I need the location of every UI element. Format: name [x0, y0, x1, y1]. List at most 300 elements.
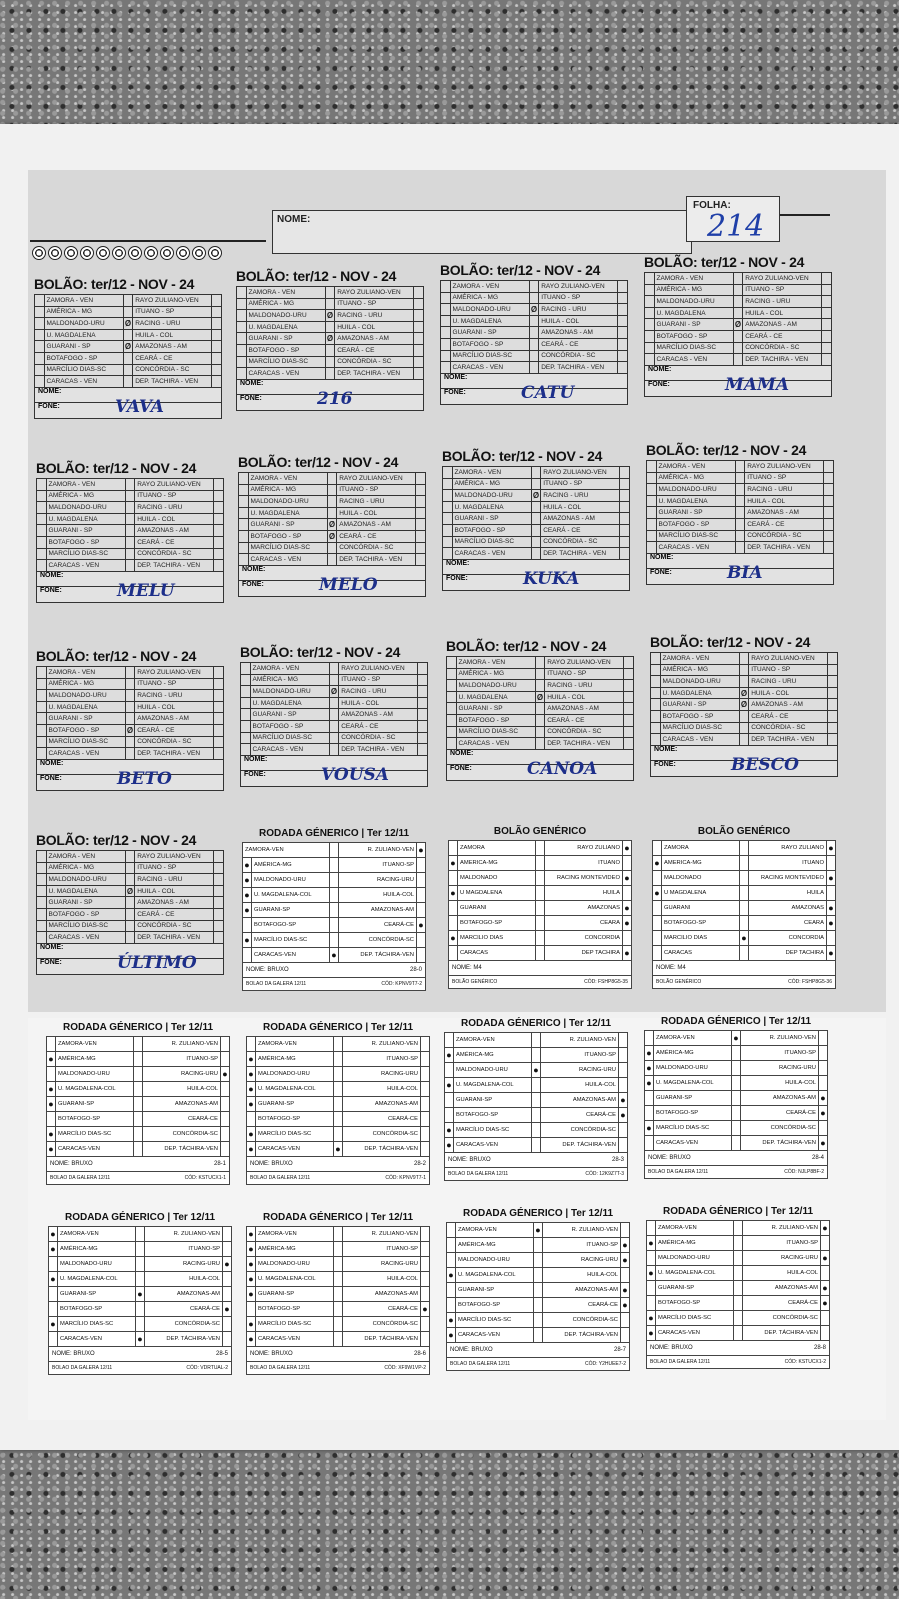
- away-team: CEARÁ - CE: [743, 330, 822, 342]
- away-team: R. ZULIANO-VEN: [339, 843, 417, 858]
- away-team: AMAZONAS: [545, 901, 623, 916]
- match-row: [645, 1046, 828, 1061]
- match-row: [653, 886, 836, 901]
- away-team: DEP. TÁCHIRA-VEN: [543, 1328, 621, 1343]
- draw-mark: Ø: [532, 490, 540, 500]
- home-team: ZAMORA - VEN: [456, 657, 535, 669]
- away-mark: ●: [623, 841, 632, 856]
- home-mark: [237, 310, 247, 322]
- away-mark: [421, 1037, 430, 1052]
- home-team: BOTAFOGO - SP: [250, 720, 329, 732]
- folha-value: 214: [707, 209, 765, 244]
- draw-mark: [327, 496, 337, 508]
- match-row: [647, 495, 834, 507]
- home-team: GUARANI-SP: [654, 1091, 732, 1106]
- home-mark: ●: [647, 1326, 656, 1341]
- ticket-number: 28-4: [811, 1155, 824, 1161]
- away-mark: [624, 703, 634, 715]
- away-team: RACING MONTEVIDEO: [545, 871, 623, 886]
- home-team: CARACAS-VEN: [256, 1142, 334, 1157]
- away-team: DEP. TACHIRA - VEN: [745, 542, 824, 554]
- home-mark: [241, 686, 251, 698]
- draw-mark: [536, 901, 545, 916]
- away-team: AMAZONAS - AM: [133, 341, 212, 353]
- generic-card-title: RODADA GÉNERICO | Ter 12/11: [62, 1022, 214, 1033]
- home-team: GUARANI - SP: [450, 327, 529, 339]
- draw-mark: [125, 908, 135, 920]
- match-row: [447, 1223, 630, 1238]
- away-mark: [828, 710, 838, 722]
- generic-card-table: [652, 840, 836, 961]
- generic-card-table: [246, 1036, 430, 1157]
- away-mark: [214, 667, 224, 679]
- match-row: [449, 841, 632, 856]
- generic-card-title: RODADA GÉNERICO | Ter 12/11: [462, 1208, 614, 1219]
- home-mark: [441, 292, 451, 304]
- home-team: CARACAS-VEN: [454, 1138, 532, 1153]
- match-row: [47, 1142, 230, 1157]
- away-mark: ●: [827, 901, 836, 916]
- bolao-card-footer: [650, 746, 838, 777]
- draw-mark: [534, 1238, 543, 1253]
- match-row: [651, 676, 838, 688]
- bettor-name: NOME: BRUXO: [50, 1161, 93, 1167]
- generic-card: [246, 1022, 430, 1185]
- home-mark: [47, 1112, 56, 1127]
- home-team: AMÉRICA - MG: [46, 490, 125, 502]
- home-team: CARACAS - VEN: [46, 748, 125, 760]
- home-mark: [241, 663, 251, 675]
- away-team: RAYO ZULIANO-VEN: [539, 281, 618, 293]
- draw-mark: [534, 1283, 543, 1298]
- home-team: MARCÍLIO DIAS-SC: [450, 350, 529, 362]
- away-mark: [214, 690, 224, 702]
- away-team: RAYO ZULIANO-VEN: [135, 667, 214, 679]
- home-mark: [651, 676, 661, 688]
- away-team: CONCÓRDIA - SC: [337, 542, 416, 554]
- home-mark: [447, 1298, 456, 1313]
- away-team: RAYO ZULIANO-VEN: [743, 273, 822, 285]
- away-mark: [821, 1266, 830, 1281]
- away-team: HUILA-COL: [343, 1082, 421, 1097]
- draw-mark: [330, 918, 339, 933]
- away-mark: [414, 356, 424, 368]
- nome-row: NOME:: [37, 944, 223, 959]
- match-row: [443, 513, 630, 525]
- home-mark: [447, 1223, 456, 1238]
- away-team: HUILA: [545, 886, 623, 901]
- away-team: ITUANO-SP: [339, 858, 417, 873]
- home-team: BOTAFOGO-SP: [662, 916, 740, 931]
- draw-mark: [125, 678, 135, 690]
- draw-mark: [123, 352, 133, 364]
- home-team: CARACAS: [458, 946, 536, 961]
- away-team: RACING - URU: [541, 490, 620, 502]
- home-mark: ●: [247, 1257, 256, 1272]
- away-mark: [214, 479, 224, 491]
- away-team: ITUANO - SP: [133, 306, 212, 318]
- home-team: CARACAS-VEN: [56, 1142, 134, 1157]
- handwritten-name: MAMA: [725, 374, 790, 395]
- match-row: [37, 479, 224, 491]
- away-mark: [618, 292, 628, 304]
- match-row: [445, 1138, 628, 1153]
- bolao-card-table: [440, 280, 628, 374]
- away-mark: [214, 701, 224, 713]
- draw-mark: [739, 734, 749, 746]
- draw-mark: [734, 1281, 743, 1296]
- home-mark: ●: [247, 1142, 256, 1157]
- home-mark: ●: [447, 1268, 456, 1283]
- away-mark: [416, 542, 426, 554]
- home-mark: [447, 1253, 456, 1268]
- organizer-name: BOLAO DA GALERA 12/11: [246, 981, 307, 987]
- draw-mark: [134, 1127, 143, 1142]
- home-mark: [241, 697, 251, 709]
- draw-mark: [125, 479, 135, 491]
- away-mark: [212, 352, 222, 364]
- home-mark: [653, 931, 662, 946]
- home-mark: [645, 1106, 654, 1121]
- draw-mark: [535, 714, 545, 726]
- home-team: MARCILIO DIAS: [458, 931, 536, 946]
- home-team: AMÉRICA - MG: [660, 664, 739, 676]
- draw-mark: [734, 1326, 743, 1341]
- home-team: GUARANI: [662, 901, 740, 916]
- match-row: [445, 1033, 628, 1048]
- home-team: U. MAGDALENA-COL: [256, 1272, 334, 1287]
- away-mark: ●: [223, 1257, 232, 1272]
- bolao-card-footer: [238, 566, 426, 597]
- away-mark: [418, 686, 428, 698]
- bolao-card: [644, 254, 832, 397]
- home-team: U. MAGDALENA-COL: [252, 888, 330, 903]
- match-row: [49, 1227, 232, 1242]
- match-row: [449, 856, 632, 871]
- draw-mark: [531, 536, 541, 548]
- home-team: AMÉRICA - MG: [456, 668, 535, 680]
- home-team: U. MAGDALENA-COL: [454, 1078, 532, 1093]
- draw-mark: [532, 1078, 541, 1093]
- away-mark: [223, 1317, 232, 1332]
- draw-mark: [734, 1296, 743, 1311]
- generic-card-code-row: [246, 1172, 430, 1185]
- home-mark: ●: [247, 1287, 256, 1302]
- home-mark: [445, 1108, 454, 1123]
- away-mark: [416, 507, 426, 519]
- bolao-card: [646, 442, 834, 585]
- generic-card: [446, 1208, 630, 1371]
- home-team: MALDONADO-URU: [654, 296, 733, 308]
- draw-mark: [136, 1302, 145, 1317]
- generic-card-nome-row: [448, 961, 632, 976]
- home-mark: [647, 542, 657, 554]
- home-team: ZAMORA - VEN: [44, 295, 123, 307]
- home-team: AMÉRICA - MG: [246, 298, 325, 310]
- soccer-ball-icon: [144, 246, 158, 260]
- home-mark: [651, 722, 661, 734]
- home-mark: ●: [49, 1272, 58, 1287]
- away-team: DEP. TACHIRA - VEN: [339, 744, 418, 756]
- home-team: ZAMORA - VEN: [452, 467, 531, 479]
- match-row: [243, 888, 426, 903]
- match-row: [247, 1097, 430, 1112]
- away-team: RACING-URU: [145, 1257, 223, 1272]
- generic-card-nome-row: [48, 1347, 232, 1362]
- generic-card-code-row: [644, 1166, 828, 1179]
- home-team: GUARANI - SP: [660, 699, 739, 711]
- home-team: GUARANI-SP: [454, 1093, 532, 1108]
- home-team: MARCÍLIO DIAS-SC: [654, 342, 733, 354]
- away-mark: [821, 1236, 830, 1251]
- home-team: MALDONADO: [662, 871, 740, 886]
- home-team: ZAMORA-VEN: [56, 1037, 134, 1052]
- match-row: [49, 1287, 232, 1302]
- home-team: U. MAGDALENA: [450, 315, 529, 327]
- away-team: DEP. TACHIRA - VEN: [539, 362, 618, 374]
- match-row: [647, 1266, 830, 1281]
- home-mark: ●: [645, 1061, 654, 1076]
- home-team: AMÉRICA - MG: [46, 862, 125, 874]
- home-team: MARCILIO DIAS: [662, 931, 740, 946]
- generic-card-table: [48, 1226, 232, 1347]
- nome-row: NOME:: [35, 388, 221, 403]
- match-row: [651, 664, 838, 676]
- bolao-card-title: BOLÃO: ter/12 - NOV - 24: [240, 644, 401, 660]
- match-row: [445, 1123, 628, 1138]
- fone-row: FONE: CATU: [444, 382, 575, 403]
- away-mark: [619, 1048, 628, 1063]
- home-team: MARCÍLIO DIAS-SC: [248, 542, 327, 554]
- match-row: [241, 674, 428, 686]
- away-mark: [421, 1287, 430, 1302]
- away-mark: [819, 1076, 828, 1091]
- match-row: [37, 736, 224, 748]
- match-row: [243, 843, 426, 858]
- home-team: MARCÍLIO DIAS-SC: [660, 722, 739, 734]
- match-row: [645, 1076, 828, 1091]
- home-team: MALDONADO-URU: [656, 1251, 734, 1266]
- match-row: [239, 519, 426, 531]
- away-mark: [418, 732, 428, 744]
- home-mark: ●: [447, 1313, 456, 1328]
- match-row: [449, 901, 632, 916]
- draw-mark: [334, 1082, 343, 1097]
- match-row: [247, 1037, 430, 1052]
- home-team: CARACAS: [662, 946, 740, 961]
- draw-mark: Ø: [734, 320, 742, 330]
- match-row: [37, 525, 224, 537]
- match-row: [449, 886, 632, 901]
- away-team: CEARÁ-CE: [543, 1298, 621, 1313]
- fone-row: FONE: BIA: [650, 562, 763, 583]
- away-team: CEARÁ - CE: [539, 338, 618, 350]
- home-mark: [443, 536, 453, 548]
- away-team: AMAZONAS-AM: [743, 1281, 821, 1296]
- away-mark: ●: [827, 916, 836, 931]
- match-row: [653, 841, 836, 856]
- home-team: AMÉRICA - MG: [450, 292, 529, 304]
- draw-mark: [125, 874, 135, 886]
- away-team: AMAZONAS: [749, 901, 827, 916]
- home-mark: [237, 344, 247, 356]
- away-mark: ●: [417, 843, 426, 858]
- match-row: [37, 874, 224, 886]
- home-team: CARACAS-VEN: [456, 1328, 534, 1343]
- home-mark: ●: [247, 1067, 256, 1082]
- match-row: [651, 653, 838, 665]
- bolao-card: [34, 276, 222, 419]
- draw-mark: [534, 1253, 543, 1268]
- draw-mark: [134, 1052, 143, 1067]
- away-mark: [221, 1112, 230, 1127]
- away-team: AMAZONAS - AM: [135, 897, 214, 909]
- match-row: [239, 530, 426, 542]
- draw-mark: [536, 856, 545, 871]
- home-team: ZAMORA-VEN: [58, 1227, 136, 1242]
- away-team: DEP. TÁCHIRA-VEN: [343, 1142, 421, 1157]
- home-mark: [35, 364, 45, 376]
- home-mark: [647, 484, 657, 496]
- home-mark: [37, 862, 47, 874]
- organizer-name: BOLAO DA GALERA 12/11: [448, 1171, 509, 1177]
- fone-row: FONE: 216: [240, 388, 353, 409]
- home-team: GUARANI-SP: [58, 1287, 136, 1302]
- home-mark: [441, 362, 451, 374]
- home-mark: [37, 490, 47, 502]
- bolao-card: [236, 268, 424, 411]
- draw-mark: [334, 1052, 343, 1067]
- home-mark: [645, 284, 655, 296]
- match-row: [445, 1063, 628, 1078]
- match-row: [35, 329, 222, 341]
- draw-mark: [734, 1236, 743, 1251]
- home-team: ZAMORA: [458, 841, 536, 856]
- home-mark: [647, 1221, 656, 1236]
- match-row: [651, 722, 838, 734]
- soccer-ball-icon: [192, 246, 206, 260]
- away-team: RAYO ZULIANO-VEN: [541, 467, 620, 479]
- away-mark: [214, 525, 224, 537]
- away-mark: [212, 329, 222, 341]
- home-team: AMÉRICA - MG: [250, 674, 329, 686]
- away-team: AMAZONAS-AM: [741, 1091, 819, 1106]
- home-mark: [443, 501, 453, 513]
- home-mark: [645, 342, 655, 354]
- draw-mark: Ø: [326, 310, 334, 320]
- away-mark: [824, 484, 834, 496]
- match-row: [47, 1112, 230, 1127]
- match-row: [239, 542, 426, 554]
- home-team: MARCÍLIO DIAS-SC: [256, 1127, 334, 1142]
- away-team: HUILA - COL: [339, 697, 418, 709]
- home-mark: [37, 908, 47, 920]
- away-mark: [417, 948, 426, 963]
- home-mark: [37, 932, 47, 944]
- away-team: RACING-URU: [343, 1067, 421, 1082]
- bolao-card-footer: [36, 944, 224, 975]
- home-mark: [651, 734, 661, 746]
- generic-card-code-row: [646, 1356, 830, 1369]
- home-team: AMÉRICA-MG: [252, 858, 330, 873]
- draw-mark: [529, 350, 539, 362]
- generic-card-code-row: [448, 976, 632, 989]
- handwritten-name: VOUSA: [321, 764, 389, 785]
- match-row: [243, 948, 426, 963]
- bolao-card: [36, 648, 224, 791]
- away-team: ITUANO - SP: [337, 484, 416, 496]
- draw-mark: [732, 1061, 741, 1076]
- home-team: BOTAFOGO-SP: [456, 1298, 534, 1313]
- home-team: ZAMORA - VEN: [246, 287, 325, 299]
- nome-row: NOME:: [239, 566, 425, 581]
- draw-mark: [732, 1046, 741, 1061]
- draw-mark: [330, 888, 339, 903]
- home-team: MALDONADO-URU: [256, 1067, 334, 1082]
- draw-mark: [329, 744, 339, 756]
- home-mark: [441, 338, 451, 350]
- match-row: [445, 1078, 628, 1093]
- match-row: [237, 321, 424, 333]
- home-team: MARCÍLIO DIAS-SC: [656, 1311, 734, 1326]
- away-mark: [621, 1313, 630, 1328]
- draw-mark: [531, 513, 541, 525]
- away-team: CONCÓRDIA - SC: [745, 530, 824, 542]
- nome-row: NOME:: [241, 756, 427, 771]
- match-row: [645, 296, 832, 308]
- home-team: U. MAGDALENA-COL: [456, 1268, 534, 1283]
- home-mark: [651, 653, 661, 665]
- draw-mark: [733, 330, 743, 342]
- match-row: [447, 726, 634, 738]
- home-team: MALDONADO-URU: [656, 484, 735, 496]
- home-mark: [647, 518, 657, 530]
- match-row: [247, 1112, 430, 1127]
- draw-mark: [329, 709, 339, 721]
- home-mark: [37, 667, 47, 679]
- away-team: CEARÁ-CE: [741, 1106, 819, 1121]
- home-team: AMÉRICA - MG: [46, 678, 125, 690]
- away-mark: [822, 296, 832, 308]
- away-team: R. ZULIANO-VEN: [541, 1033, 619, 1048]
- away-team: CEARÁ-CE: [145, 1302, 223, 1317]
- nome-row: NOME:: [37, 760, 223, 775]
- away-team: AMAZONAS-AM: [145, 1287, 223, 1302]
- home-team: CARACAS - VEN: [656, 542, 735, 554]
- bettor-name: NOME: BRUXO: [52, 1351, 95, 1357]
- draw-mark: [734, 1251, 743, 1266]
- home-team: BOTAFOGO-SP: [56, 1112, 134, 1127]
- away-mark: [214, 513, 224, 525]
- away-team: HUILA - COL: [135, 513, 214, 525]
- home-team: MARCÍLIO DIAS-SC: [456, 726, 535, 738]
- home-mark: [647, 472, 657, 484]
- home-mark: [247, 1037, 256, 1052]
- away-team: CEARÁ - CE: [337, 530, 416, 542]
- away-mark: [620, 536, 630, 548]
- bettor-name: NOME: BRUXO: [450, 1347, 493, 1353]
- home-team: AMÉRICA-MG: [256, 1052, 334, 1067]
- away-mark: ●: [421, 1302, 430, 1317]
- away-mark: [223, 1272, 232, 1287]
- home-mark: [447, 680, 457, 692]
- match-row: [647, 507, 834, 519]
- home-mark: [239, 496, 249, 508]
- home-mark: [35, 352, 45, 364]
- match-row: [239, 473, 426, 485]
- home-mark: [647, 1251, 656, 1266]
- home-mark: ●: [243, 933, 252, 948]
